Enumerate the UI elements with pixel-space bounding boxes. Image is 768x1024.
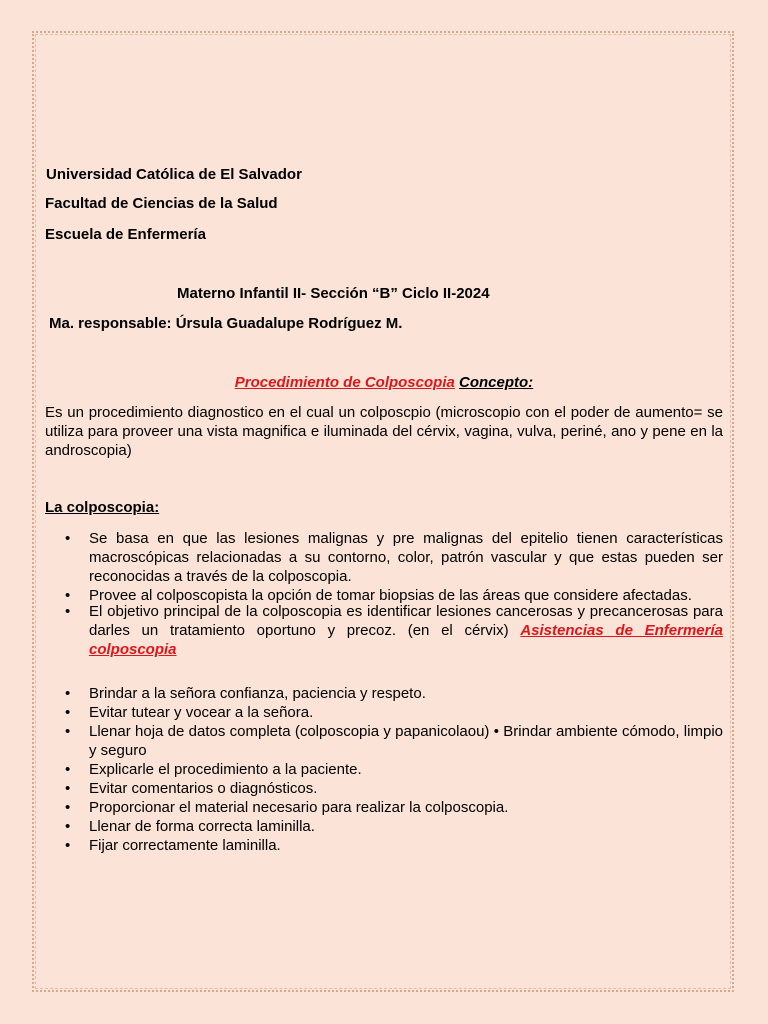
bullet-icon: • [65,530,71,547]
list-item [45,529,723,586]
concept-label: Concepto: [459,374,534,391]
bullet-icon: • [65,780,71,797]
list-item [45,602,723,659]
list-item-text: Llenar hoja de datos completa (colposcopia y papanicolaou) • Brindar ambiente cómodo, limpio y seguro [89,723,723,759]
school-name: Escuela de Enfermería [45,226,206,243]
list-item [45,779,723,798]
list-item-text: Evitar comentarios o diagnósticos. [89,780,318,797]
list-item-text: Llenar de forma correcta laminilla. [89,818,315,835]
list-item [45,817,723,836]
university-name: Universidad Católica de El Salvador [46,166,302,183]
nursing-list [45,684,723,855]
bullet-icon: • [65,704,71,721]
procedure-title-link[interactable]: Procedimiento de Colposcopia [234,374,455,391]
concept-paragraph: Es un procedimiento diagnostico en el cual un colposcpio (microscopio con el poder de aumento= se utiliza para proveer una vista magnifica e iluminada del cérvix, vagina, vulva, periné, ano y pene en la androscopia) [45,404,723,459]
list-item-text: Evitar tutear y vocear a la señora. [89,704,314,721]
course-title: Materno Infantil II- Sección “B” Ciclo II-2024 [177,285,490,302]
list-item [45,798,723,817]
procedure-heading [45,374,723,391]
list-item [45,684,723,703]
list-item-text: Fijar correctamente laminilla. [89,837,281,854]
bullet-icon: • [65,837,71,854]
list-item-text: Brindar a la señora confianza, paciencia y respeto. [89,685,426,702]
faculty-name: Facultad de Ciencias de la Salud [45,195,278,212]
bullet-icon: • [65,799,71,816]
list-item [45,760,723,779]
bullet-icon: • [65,685,71,702]
bullet-icon: • [65,603,71,620]
list-item-text: Se basa en que las lesiones malignas y pre malignas del epitelio tienen características macroscópicas relacionadas a su contorno, color, patrón vascular y que estas pueden ser reconocidas a través de la colposcopia. [89,530,723,585]
list-item [45,703,723,722]
bullet-icon: • [65,587,71,604]
bullet-icon: • [65,761,71,778]
list-item-text: Proporcionar el material necesario para realizar la colposcopia. [89,799,509,816]
list-item-text: Explicarle el procedimiento a la paciente. [89,761,362,778]
nursing-assistance-link[interactable]: Asistencias de Enfermería colposcopia [89,622,723,658]
responsible-teacher: Ma. responsable: Úrsula Guadalupe Rodríguez M. [49,315,403,332]
list-item-text: Provee al colposcopista la opción de tomar biopsias de las áreas que considere afectadas. [89,587,692,604]
list-item-text: El objetivo principal de la colposcopia es identificar lesiones cancerosas y precancerosas para darles un tratamiento oportuno y precoz. (en el cérvix) [89,603,723,639]
list-item [45,722,723,760]
list-item [45,836,723,855]
bullet-icon: • [65,723,71,740]
bullet-icon: • [65,818,71,835]
colposcopy-list [45,529,723,659]
colposcopy-section-title: La colposcopia: [45,499,160,516]
